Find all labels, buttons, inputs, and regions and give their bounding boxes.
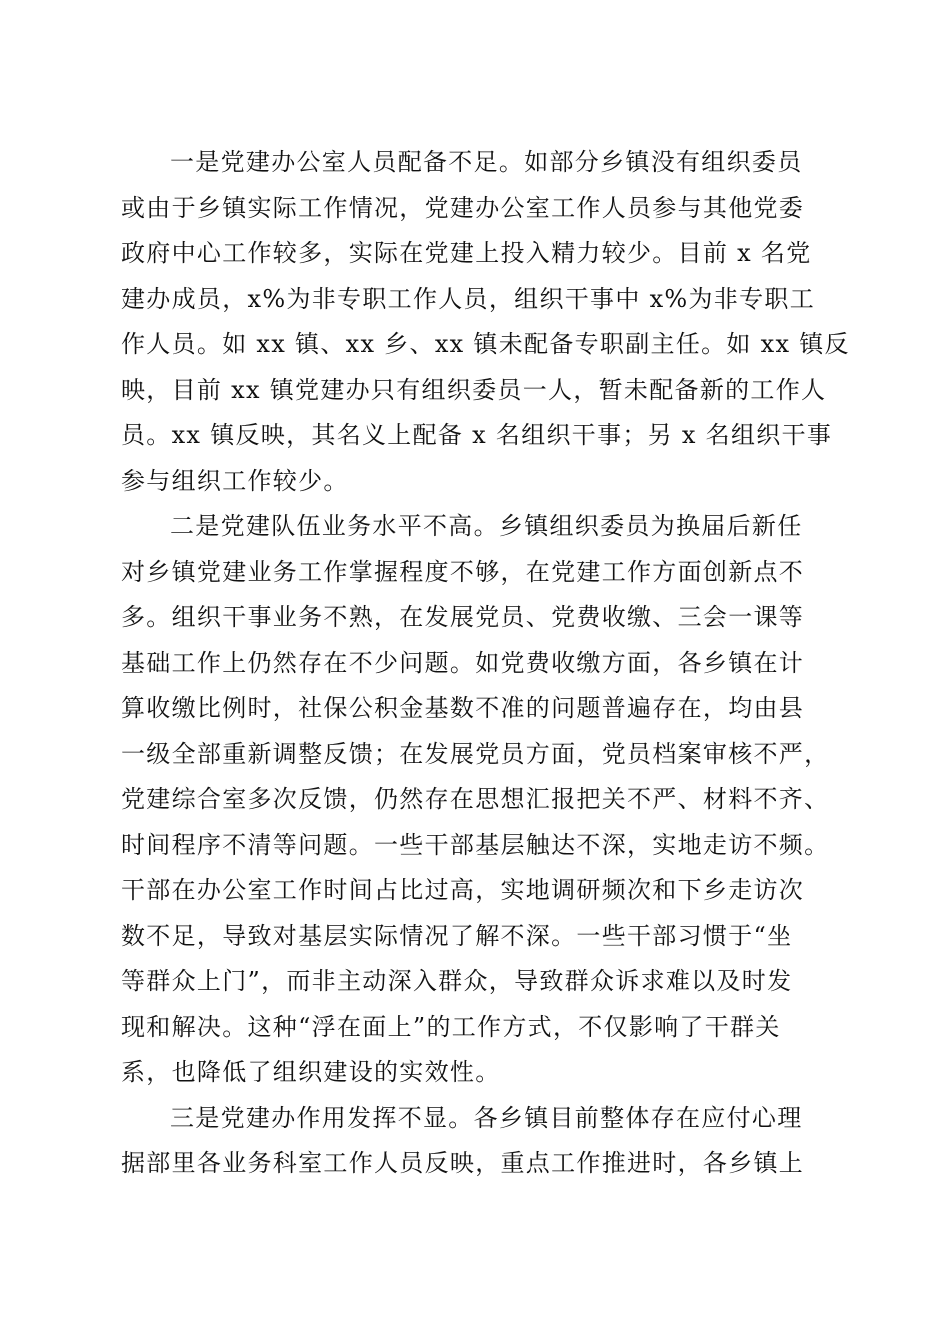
paragraph-line: 作人员。如 xx 镇、xx 乡、xx 镇未配备专职副主任。如 xx 镇反 xyxy=(121,330,850,358)
paragraph-line: 三是党建办作用发挥不显。各乡镇目前整体存在应付心理 xyxy=(170,1103,803,1132)
paragraph-2 xyxy=(121,504,841,1096)
paragraph-line: 政府中心工作较多，实际在党建上投入精力较少。目前 x 名党 xyxy=(121,239,812,267)
paragraph-line: 基础工作上仍然存在不少问题。如党费收缴方面，各乡镇在计 xyxy=(121,648,805,677)
paragraph-line: 党建综合室多次反馈，仍然存在思想汇报把关不严、材料不齐、 xyxy=(121,785,830,813)
paragraph-line: 数不足，导致对基层实际情况了解不深。一些干部习惯于“坐 xyxy=(121,921,793,950)
document-body xyxy=(121,140,850,1187)
paragraph-3 xyxy=(121,1096,841,1187)
paragraph-line: 一是党建办公室人员配备不足。如部分乡镇没有组织委员 xyxy=(170,148,803,176)
paragraph-line: 多。组织干事业务不熟，在发展党员、党费收缴、三会一课等 xyxy=(121,603,805,631)
paragraph-line: 现和解决。这种“浮在面上”的工作方式，不仅影响了干群关 xyxy=(121,1012,781,1041)
paragraph-line: 系，也降低了组织建设的实效性。 xyxy=(121,1058,501,1086)
paragraph-line: 据部里各业务科室工作人员反映，重点工作推进时，各乡镇上 xyxy=(121,1149,805,1177)
paragraph-line: 建办成员，x%为非专职工作人员，组织干事中 x%为非专职工 xyxy=(121,284,816,313)
paragraph-line: 对乡镇党建业务工作掌握程度不够，在党建工作方面创新点不 xyxy=(121,557,805,586)
paragraph-line: 等群众上门”，而非主动深入群众，导致群众诉求难以及时发 xyxy=(121,967,793,995)
paragraph-line: 算收缴比例时，社保公积金基数不准的问题普遍存在，均由县 xyxy=(121,694,805,722)
paragraph-line: 映，目前 xx 镇党建办只有组织委员一人，暂未配备新的工作人 xyxy=(121,375,827,404)
paragraph-line: 干部在办公室工作时间占比过高，实地调研频次和下乡走访次 xyxy=(121,876,805,904)
paragraph-line: 时间程序不清等问题。一些干部基层触达不深，实地走访不频。 xyxy=(121,830,830,859)
paragraph-1 xyxy=(121,140,850,504)
paragraph-line: 参与组织工作较少。 xyxy=(121,466,349,495)
paragraph-line: 员。xx 镇反映，其名义上配备 x 名组织干事；另 x 名组织干事 xyxy=(121,421,833,449)
paragraph-line: 或由于乡镇实际工作情况，党建办公室工作人员参与其他党委 xyxy=(121,193,805,222)
paragraph-line: 一级全部重新调整反馈；在发展党员方面，党员档案审核不严， xyxy=(121,739,830,768)
paragraph-line: 二是党建队伍业务水平不高。乡镇组织委员为换届后新任 xyxy=(170,512,803,540)
